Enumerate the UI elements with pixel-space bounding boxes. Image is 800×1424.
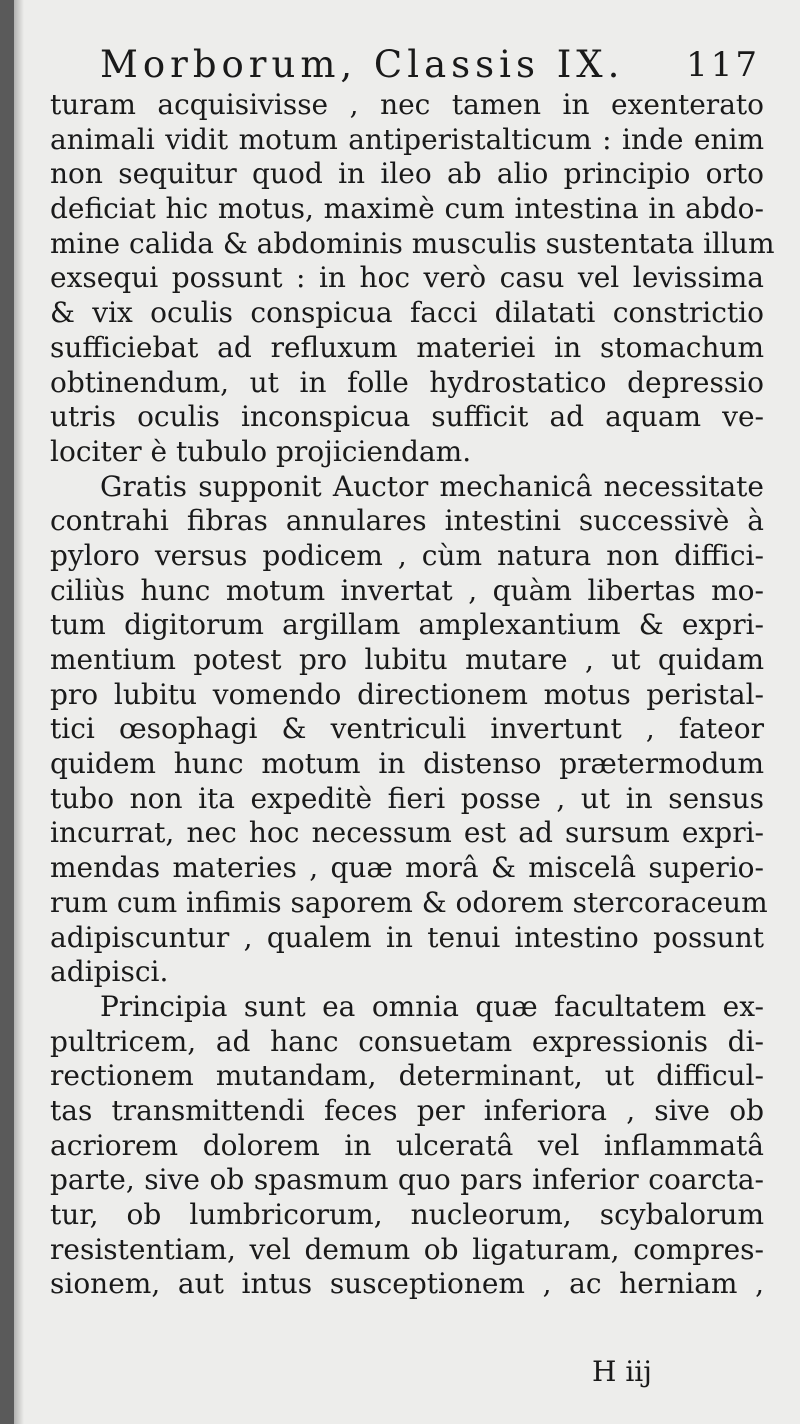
text-line: tici œsophagi & ventriculi invertunt , fateor: [50, 712, 764, 746]
text-line: deficiat hic motus, maximè cum intestina in abdo-: [50, 192, 764, 226]
text-line: & vix oculis conspicua facci dilatati constrictio: [50, 296, 764, 330]
text-line: tum digitorum argillam amplexantium & expri-: [50, 608, 764, 642]
text-line: mine calida & abdominis musculis sustentata illum: [50, 226, 775, 260]
signature-mark: H iij: [592, 1355, 652, 1388]
text-line: acriorem dolorem in ulceratâ vel inflammatâ: [50, 1128, 764, 1162]
text-line: adipisci.: [50, 955, 169, 989]
text-line: sufficiebat ad refluxum materiei in stomachum: [50, 330, 764, 364]
running-header: [100, 42, 760, 88]
text-line: quidem hunc motum in distenso prætermodum: [50, 747, 764, 781]
running-title: Morborum, Classis IX.: [100, 43, 625, 86]
text-line: sionem, aut intus susceptionem , ac herniam ,: [50, 1267, 764, 1301]
text-line: obtinendum, ut in folle hydrostatico depressio: [50, 365, 764, 399]
text-line: rum cum infimis saporem & odorem stercoraceum: [50, 885, 768, 919]
book-page: [14, 0, 800, 1424]
text-line: animali vidit motum antiperistalticum : inde enim: [50, 122, 764, 156]
paragraph-start: Principia sunt ea omnia quæ facultatem ex-: [100, 989, 764, 1023]
text-line: tur, ob lumbricorum, nucleorum, scybalorum: [50, 1198, 764, 1231]
text-line: pultricem, ad hanc consuetam expressionis di-: [50, 1024, 764, 1058]
paragraph-start: Gratis supponit Auctor mechanicâ necessitate: [100, 469, 764, 503]
text-line: tas transmittendi feces per inferiora , sive ob: [50, 1093, 764, 1127]
page-number: 117: [686, 45, 760, 85]
text-line: exsequi possunt : in hoc verò casu vel levissima: [50, 261, 764, 295]
text-line: utris oculis inconspicua sufficit ad aquam ve-: [50, 400, 764, 434]
text-line: mendas materies , quæ morâ & miscelâ superio-: [50, 851, 764, 885]
text-line: lociter è tubulo projiciendam.: [50, 434, 472, 468]
text-line: ciliùs hunc motum invertat , quàm libertas mo-: [50, 573, 764, 607]
text-line: turam acquisivisse , nec tamen in exenterato: [50, 88, 764, 121]
text-line: tubo non ita expeditè fieri posse , ut in sensus: [50, 781, 764, 815]
page-edge-shadow: [14, 0, 24, 1424]
text-line: incurrat, nec hoc necessum est ad sursum expri-: [50, 816, 764, 850]
text-line: contrahi fibras annulares intestini successivè à: [50, 504, 764, 538]
text-line: adipiscuntur , qualem in tenui intestino possunt: [50, 920, 764, 954]
text-line: non sequitur quod in ileo ab alio principio orto: [50, 157, 764, 191]
text-line: resistentiam, vel demum ob ligaturam, compres-: [50, 1232, 764, 1266]
text-line: rectionem mutandam, determinant, ut difficul-: [50, 1059, 764, 1093]
text-line: parte, sive ob spasmum quo pars inferior coarcta-: [50, 1163, 764, 1197]
text-line: pyloro versus podicem , cùm natura non diffici-: [50, 538, 764, 572]
body-text: [50, 88, 775, 1302]
text-line: pro lubitu vomendo directionem motus peristal-: [50, 677, 764, 711]
text-line: mentium potest pro lubitu mutare , ut quidam: [50, 643, 764, 676]
